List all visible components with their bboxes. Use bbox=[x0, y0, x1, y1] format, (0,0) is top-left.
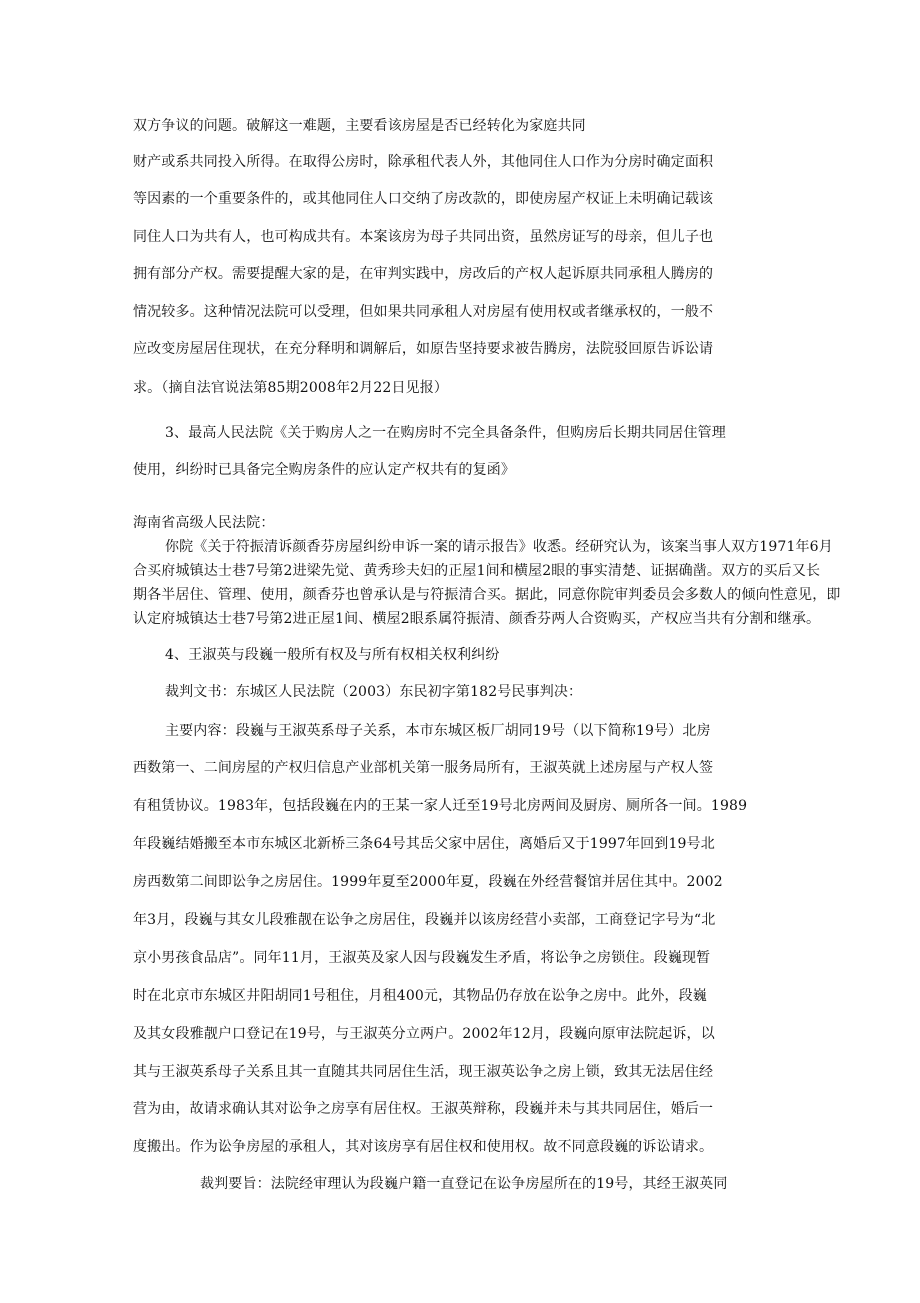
main-content-line: 主要内容：段巍与王淑英系母子关系，本市东城区板厂胡同19号（以下简称19号）北房 bbox=[165, 723, 711, 739]
main-content-line: 西数第一、二间房屋的产权归信息产业部机关第一服务局所有，王淑英就上述房屋与产权人签 bbox=[133, 760, 714, 776]
main-content-line: 年3月，段巍与其女儿段雅靓在讼争之房居住，段巍并以该房经营小卖部，工商登记字号为“北 bbox=[133, 912, 716, 928]
reply-text-line: 认定府城镇达士巷7号第2进正屋1间、横屋2眼系属符振清、颜香芬两人合资购买，产权应当共有分割和继承。 bbox=[133, 611, 821, 627]
body-text-line: 情况较多。这种情况法院可以受理，但如果共同承租人对房屋有使用权或者继承权的，一般不 bbox=[133, 304, 714, 320]
section-heading-4: 4、王淑英与段巍一般所有权及与所有权相关权利纠纷 bbox=[165, 647, 500, 663]
section-heading-3-cont: 使用，纠纷时已具备完全购房条件的应认定产权共有的复函》 bbox=[133, 462, 516, 478]
section-heading-3: 3、最高人民法院《关于购房人之一在购房时不完全具备条件，但购房后长期共同居住管理 bbox=[165, 425, 726, 441]
main-content-line: 其与王淑英系母子关系且其一直随其共同居住生活，现王淑英讼争之房上锁，致其无法居住经 bbox=[133, 1064, 714, 1080]
main-content-line: 有租赁协议。1983年，包括段巍在内的王某一家人迁至19号北房两间及厨房、厕所各一间。1989 bbox=[133, 798, 748, 814]
judgment-document: 裁判文书：东城区人民法院（2003）东民初字第182号民事判决： bbox=[165, 684, 583, 700]
ruling-line: 裁判要旨：法院经审理认为段巍户籍一直登记在讼争房屋所在的19号，其经王淑英同 bbox=[200, 1176, 728, 1192]
main-content-line: 京小男孩食品店”。同年11月，王淑英及家人因与段巍发生矛盾，将讼争之房锁住。段巍现暂 bbox=[133, 950, 711, 966]
main-content-line: 度搬出。作为讼争房屋的承租人，其对该房享有居住权和使用权。故不同意段巍的诉讼请求。 bbox=[133, 1139, 714, 1155]
body-text-line: 应改变房屋居住现状，在充分释明和调解后，如原告坚持要求被告腾房，法院驳回原告诉讼请 bbox=[133, 341, 714, 357]
reply-text-line: 你院《关于符振清诉颜香芬房屋纠纷申诉一案的请示报告》收悉。经研究认为，该案当事人双方1971年6月 bbox=[165, 539, 833, 555]
main-content-line: 及其女段雅靓户口登记在19号，与王淑英分立两户。2002年12月，段巍向原审法院起诉，以 bbox=[133, 1026, 715, 1042]
main-content-line: 年段巍结婚搬至本市东城区北新桥三条64号其岳父家中居住，离婚后又于1997年回到19号北 bbox=[133, 836, 715, 852]
reply-addressee: 海南省高级人民法院： bbox=[133, 515, 275, 531]
reply-text-line: 合买府城镇达士巷7号第2进梁先觉、黄秀珍夫妇的正屋1间和横屋2眼的事实清楚、证据确凿。双方的买后又长 bbox=[133, 563, 821, 579]
main-content-line: 时在北京市东城区井阳胡同1号租住，月租400元，其物品仍存放在讼争之房中。此外，段巍 bbox=[133, 988, 707, 1004]
body-text-line: 拥有部分产权。需要提醒大家的是，在审判实践中，房改后的产权人起诉原共同承租人腾房的 bbox=[133, 266, 714, 282]
reply-text-line: 期各半居住、管理、使用，颜香芬也曾承认是与符振清合买。据此，同意你院审判委员会多数人的倾向性意见，即 bbox=[133, 587, 841, 603]
main-content-line: 房西数第二间即讼争之房居住。1999年夏至2000年夏，段巍在外经营餐馆并居住其中。2002 bbox=[133, 874, 723, 890]
body-text-line: 求。（摘自法官说法第85期2008年2月22日见报） bbox=[133, 380, 449, 396]
body-text-line: 同住人口为共有人，也可构成共有。本案该房为母子共同出资，虽然房证写的母亲，但儿子也 bbox=[133, 229, 714, 245]
main-content-line: 营为由，故请求确认其对讼争之房享有居住权。王淑英辩称，段巍并未与其共同居住，婚后一 bbox=[133, 1101, 714, 1117]
body-text-line: 双方争议的问题。破解这一难题，主要看该房屋是否已经转化为家庭共同 bbox=[133, 118, 586, 134]
body-text-line: 财产或系共同投入所得。在取得公房时，除承租代表人外，其他同住人口作为分房时确定面积 bbox=[133, 154, 714, 170]
body-text-line: 等因素的一个重要条件的，或其他同住人口交纳了房改款的，即使房屋产权证上未明确记载该 bbox=[133, 191, 714, 207]
